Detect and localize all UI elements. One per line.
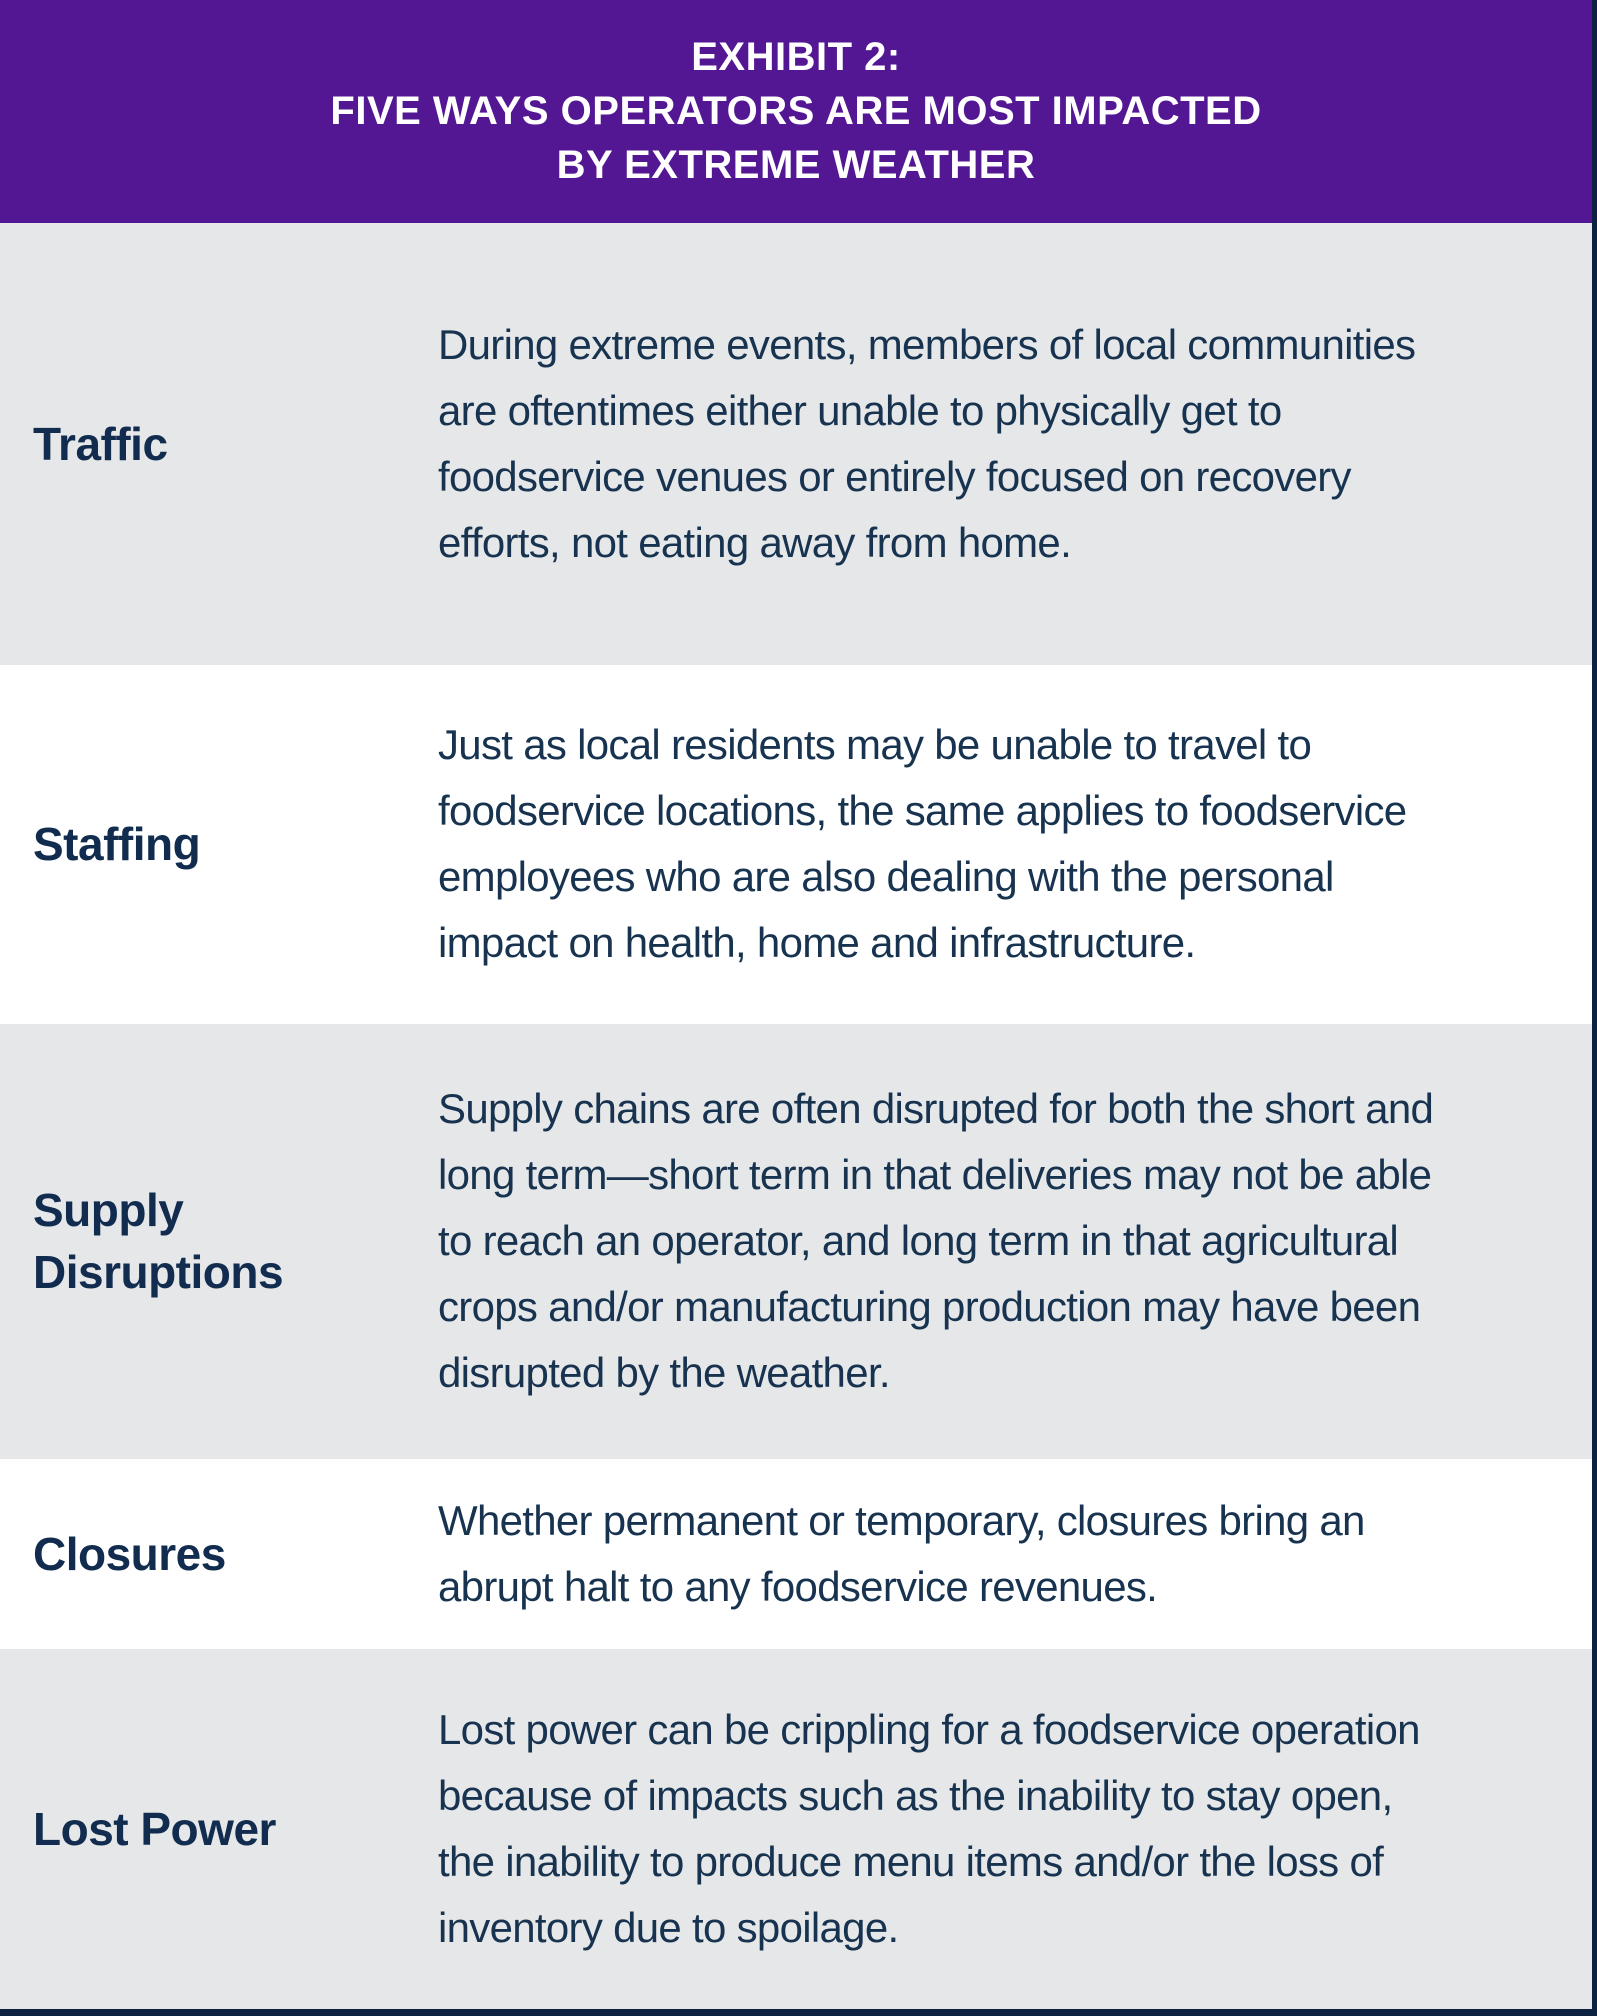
exhibit-title-line-3: BY EXTREME WEATHER: [556, 143, 1036, 188]
table-row-traffic: [0, 223, 1592, 665]
row-label-lost-power: Lost Power: [33, 1803, 276, 1856]
exhibit-header: [0, 0, 1592, 223]
table-row-closures: [0, 1459, 1592, 1649]
row-description-closures: Whether permanent or temporary, closures bring an abrupt halt to any foodservice revenues.: [438, 1497, 1365, 1611]
exhibit-title-line-2: FIVE WAYS OPERATORS ARE MOST IMPACTED: [330, 89, 1262, 134]
row-label-closures: Closures: [33, 1528, 226, 1581]
table-row-staffing: [0, 665, 1592, 1024]
row-description-traffic: During extreme events, members of local communities are oftentimes either unable to physically get to foodservice venues or entirely focused on recovery efforts, not eating away from home.: [438, 320, 1416, 566]
row-description-lost-power: Lost power can be crippling for a foodservice operation because of impacts such as the inability to stay open, the inability to produce menu items and/or the loss of inventory due to spoilage.: [438, 1706, 1420, 1952]
exhibit-title-line-1: EXHIBIT 2:: [691, 35, 901, 80]
row-label-traffic: Traffic: [33, 417, 168, 470]
row-label-supply-disruptions: Supply Disruptions: [33, 1184, 284, 1299]
table-row-supply-disruptions: [0, 1024, 1592, 1460]
row-description-staffing: Just as local residents may be unable to travel to foodservice locations, the same applies to foodservice employees who are also dealing with the personal impact on health, home and infrastructure.: [438, 721, 1407, 967]
row-label-staffing: Staffing: [33, 818, 201, 871]
row-description-supply-disruptions: Supply chains are often disrupted for both the short and long term—short term in that deliveries may not be able to reach an operator, and long term in that agricultural crops and/or manufacturing production may have been disrupted by the weather.: [438, 1085, 1434, 1397]
table-row-lost-power: [0, 1649, 1592, 2009]
